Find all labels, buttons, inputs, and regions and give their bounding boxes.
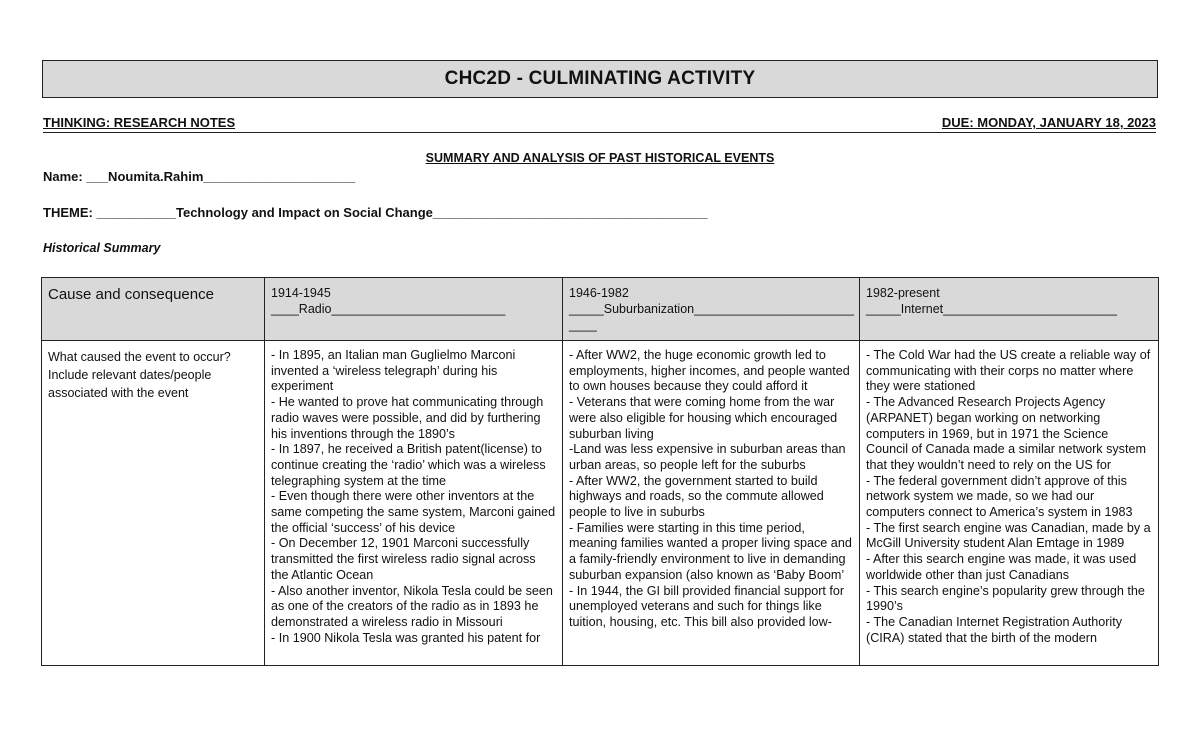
note-item: - In 1900 Nikola Tesla was granted his patent for bbox=[271, 630, 541, 645]
suburbanization-causes-cell bbox=[563, 341, 860, 666]
note-item: - Families were starting in this time period, meaning families wanted a proper living space and a family-friendly environment to live in demanding suburban expansion (also known as ‘Baby Boom’ bbox=[569, 520, 852, 582]
summary-table bbox=[41, 277, 1159, 666]
note-item: - Also another inventor, Nikola Tesla could be seen as one of the creators of the radio as in 1893 he demonstrated a wireless radio in Missouri bbox=[271, 583, 553, 629]
note-item: - The Canadian Internet Registration Authority (CIRA) stated that the birth of the modern bbox=[866, 614, 1122, 645]
name-field bbox=[43, 169, 355, 184]
theme-value: ___________Technology and Impact on Social Change______________________________________ bbox=[96, 205, 708, 220]
era-period: 1914-1945 bbox=[271, 286, 331, 300]
historical-summary-label: Historical Summary bbox=[43, 241, 161, 255]
era-header-suburbanization bbox=[563, 278, 860, 341]
note-item: - The first search engine was Canadian, made by a McGill University student Alan Emtage in 1989 bbox=[866, 520, 1151, 551]
note-item: - This search engine’s popularity grew through the 1990’s bbox=[866, 583, 1145, 614]
era-period: 1946-1982 bbox=[569, 286, 629, 300]
note-item: - The federal government didn’t approve of this network system we made, so we had our computers connect to America’s system in 1983 bbox=[866, 473, 1133, 520]
section-subtitle: SUMMARY AND ANALYSIS OF PAST HISTORICAL EVENTS bbox=[425, 151, 775, 165]
note-item: - In 1897, he received a British patent(license) to continue creating the ‘radio’ which was a wireless telegraphing system at the time bbox=[271, 442, 546, 488]
note-item: - Veterans that were coming home from the war were also eligible for housing which encouraged suburban living bbox=[569, 395, 838, 441]
note-item: - On December 12, 1901 Marconi successfully transmitted the first wireless radio signal across the Atlantic Ocean bbox=[271, 536, 536, 582]
note-item: - After WW2, the government started to build highways and roads, so the commute allowed people to live in suburbs bbox=[569, 473, 824, 520]
document-title: CHC2D - CULMINATING ACTIVITY bbox=[42, 60, 1158, 98]
era-period: 1982-present bbox=[866, 286, 940, 300]
era-topic: _____Suburbanization_______________________ ____ bbox=[569, 302, 854, 332]
name-label: Name: bbox=[43, 169, 87, 184]
theme-field bbox=[43, 205, 708, 220]
era-header-internet bbox=[860, 278, 1159, 341]
assignment-type: THINKING: RESEARCH NOTES bbox=[43, 115, 236, 130]
note-item: - Even though there were other inventors at the same competing the same system, Marconi gained the official ‘success’ of his device bbox=[271, 489, 556, 535]
name-value: ___Noumita.Rahim_____________________ bbox=[86, 169, 356, 184]
cause-consequence-heading: Cause and consequence bbox=[48, 286, 214, 303]
note-item: - In 1895, an Italian man Guglielmo Marconi invented a ‘wireless telegraph’ during his experiment bbox=[271, 348, 516, 394]
era-header-radio bbox=[265, 278, 563, 341]
table-header-row bbox=[42, 278, 1159, 341]
internet-causes-cell bbox=[860, 341, 1159, 666]
corner-header-cell bbox=[42, 278, 265, 341]
note-item: - After this search engine was made, it was used worldwide other than just Canadians bbox=[866, 552, 1137, 582]
note-item: - In 1944, the GI bill provided financial support for unemployed veterans and such for things like tuition, housing, etc. This bill also provided low- bbox=[569, 583, 845, 629]
due-date: DUE: MONDAY, JANUARY 18, 2023 bbox=[941, 115, 1156, 130]
note-item: - The Cold War had the US create a reliable way of communicating with their corps no matter where they were stationed bbox=[866, 348, 1151, 394]
header-row bbox=[43, 115, 1156, 133]
theme-label: THEME: bbox=[43, 205, 97, 220]
era-topic: _____Internet_________________________ bbox=[866, 302, 1117, 316]
row-question-cell bbox=[42, 341, 265, 666]
radio-causes-cell bbox=[265, 341, 563, 666]
era-topic: ____Radio_________________________ bbox=[271, 302, 506, 316]
note-item: -Land was less expensive in suburban areas than urban areas, so people left for the suburbs bbox=[569, 442, 846, 472]
row-question: What caused the event to occur? Include relevant dates/people associated with the event bbox=[48, 350, 231, 400]
note-item: - After WW2, the huge economic growth led to employments, higher incomes, and people wanted to own houses because they could afford it bbox=[569, 348, 850, 394]
note-item: - He wanted to prove hat communicating through radio waves were possible, and did by furthering his inventions through the 1890’s bbox=[271, 395, 544, 441]
table-row-causes bbox=[42, 341, 1159, 666]
note-item: - The Advanced Research Projects Agency (ARPANET) began working on networking computers in 1969, but in 1971 the Science Council of Canada made a similar network system that they wouldn’t need to rely on the US for bbox=[866, 395, 1146, 472]
